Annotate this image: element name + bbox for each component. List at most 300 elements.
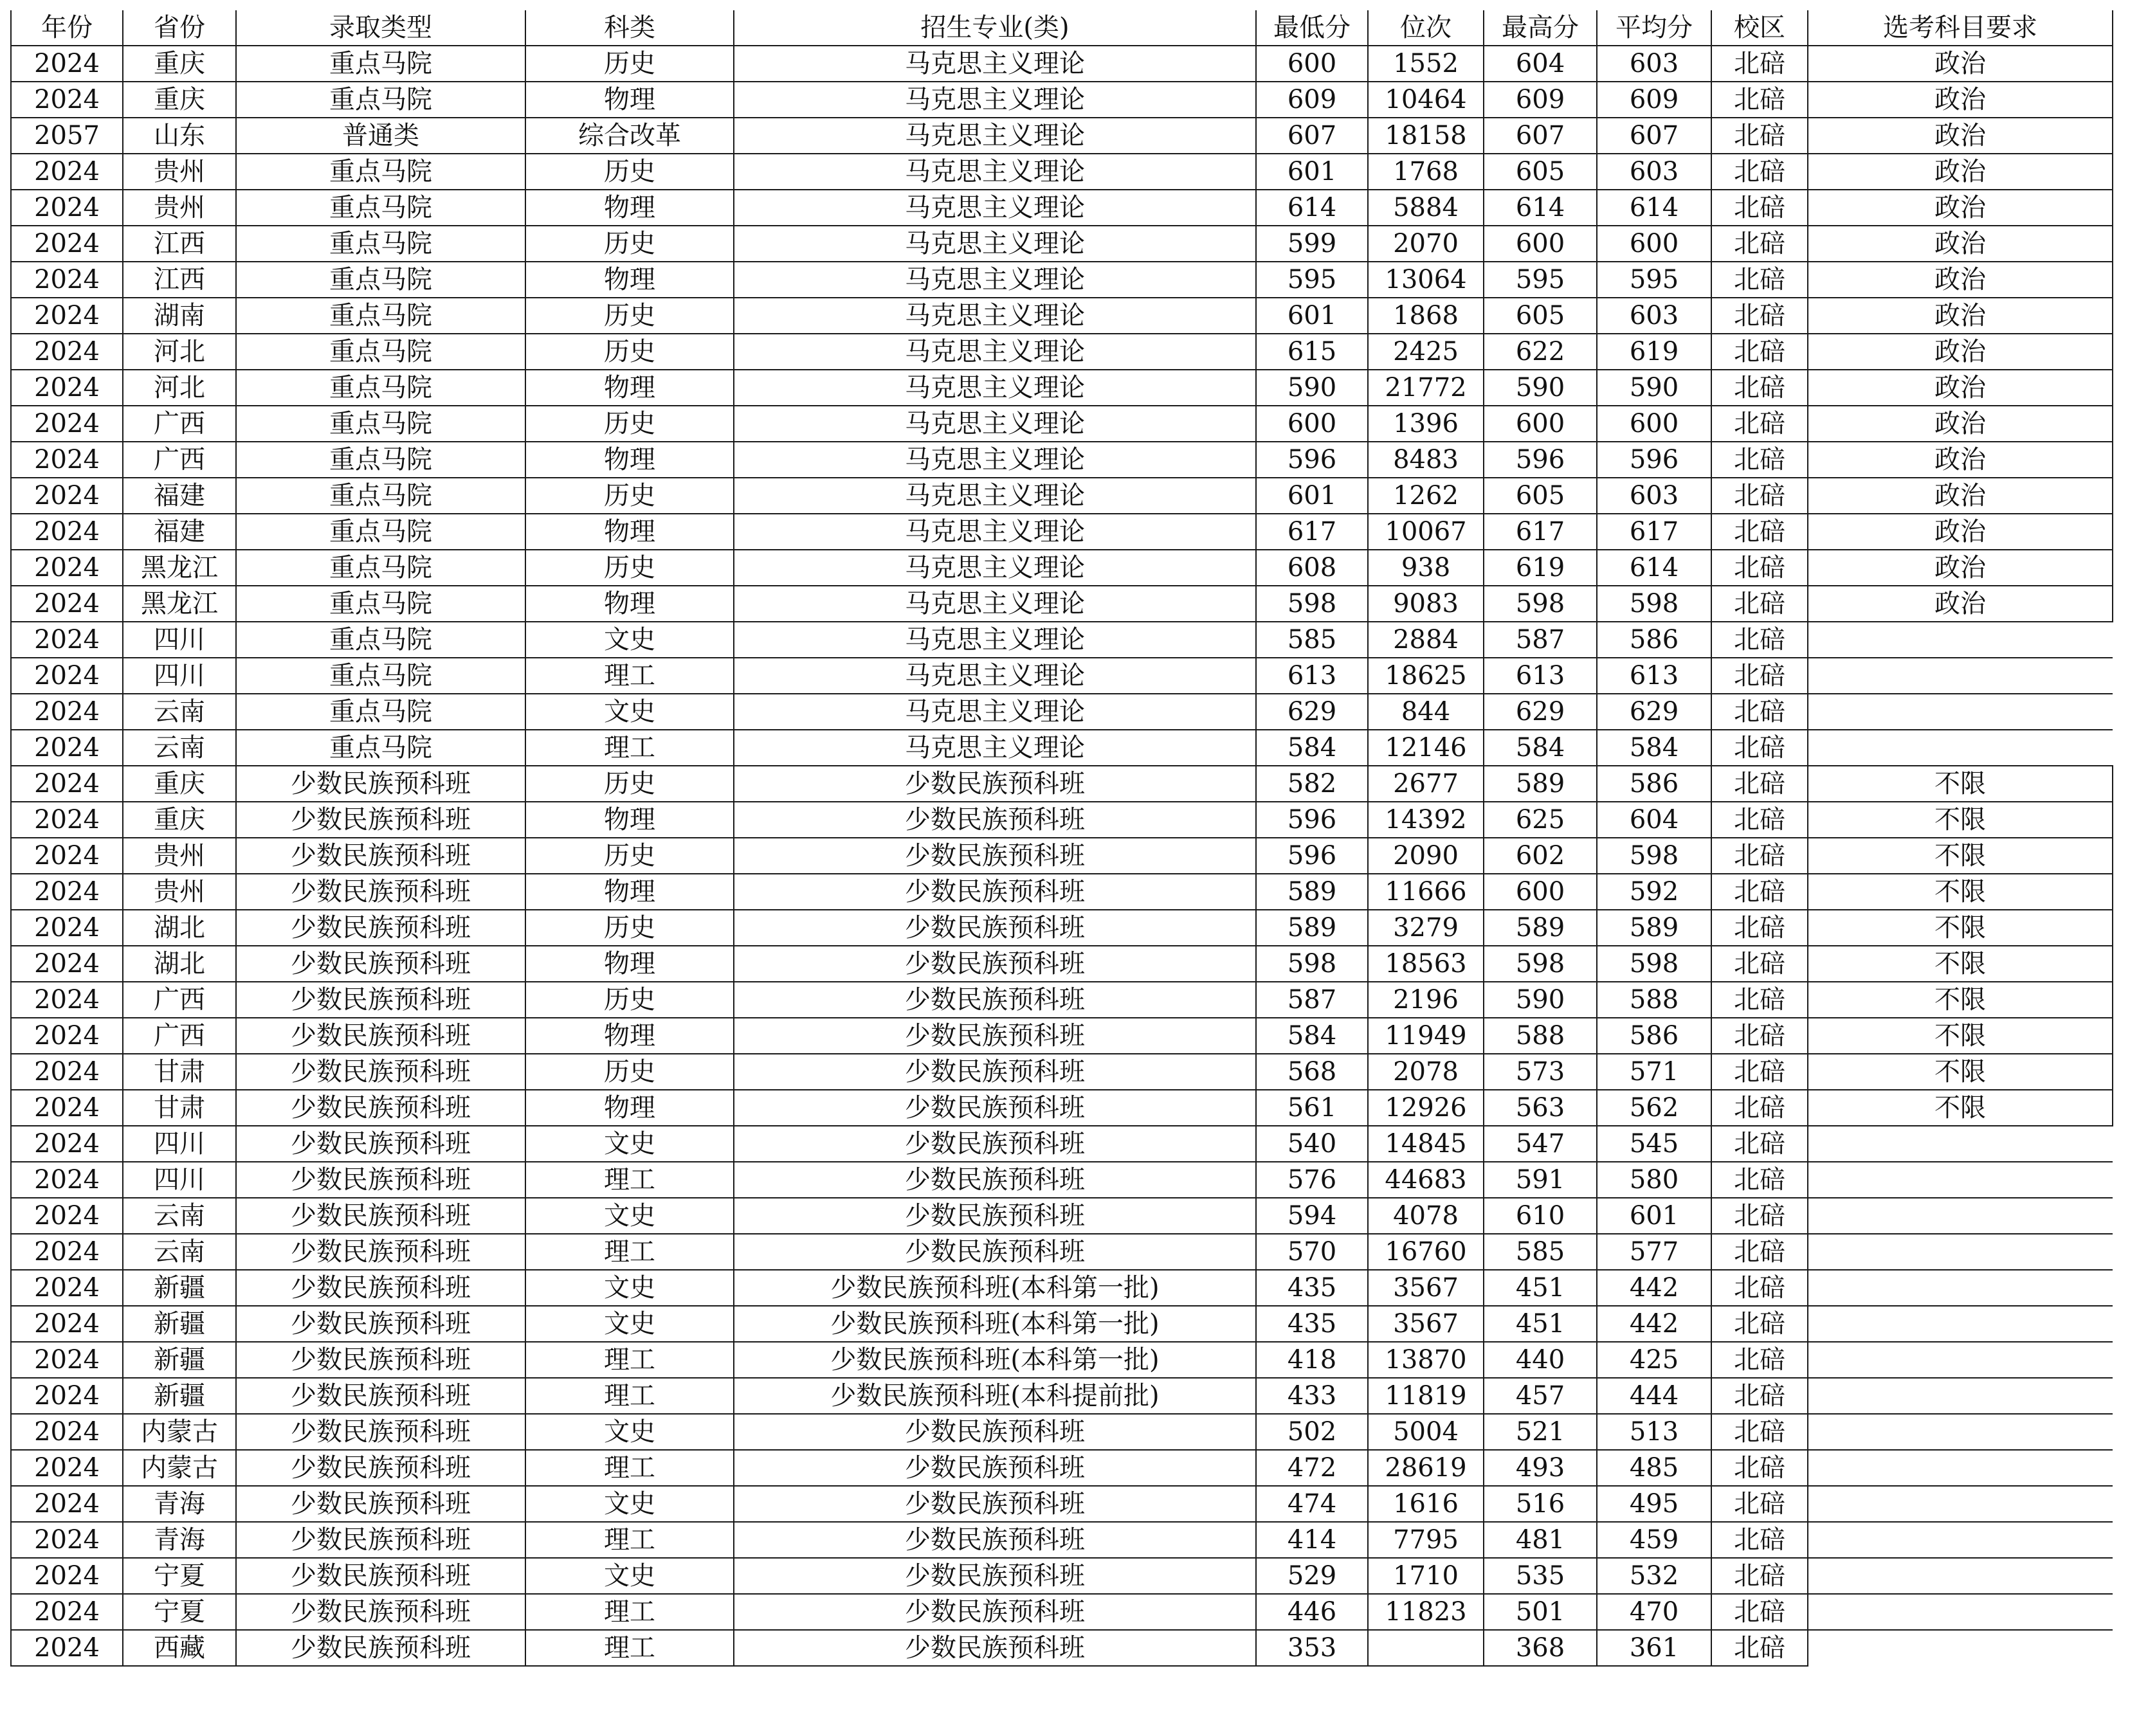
cell-campus[interactable]: 北碚 — [1711, 46, 1808, 82]
cell-max-score[interactable]: 590 — [1484, 370, 1597, 406]
cell-subject-requirement[interactable]: 政治 — [1808, 190, 2113, 226]
cell-major[interactable]: 少数民族预科班(本科提前批) — [734, 1378, 1256, 1414]
cell-min-score[interactable]: 600 — [1256, 406, 1368, 442]
cell-max-score[interactable]: 585 — [1484, 1234, 1597, 1270]
cell-min-score[interactable]: 598 — [1256, 946, 1368, 982]
cell-rank[interactable]: 2677 — [1368, 766, 1484, 802]
cell-admission-type[interactable]: 少数民族预科班 — [236, 1018, 525, 1054]
cell-major[interactable]: 马克思主义理论 — [734, 262, 1256, 298]
cell-subject-requirement[interactable]: 政治 — [1808, 406, 2113, 442]
cell-subject-category[interactable]: 物理 — [525, 262, 734, 298]
cell-campus[interactable]: 北碚 — [1711, 298, 1808, 334]
cell-subject-category[interactable]: 综合改革 — [525, 118, 734, 154]
cell-avg-score[interactable]: 598 — [1597, 946, 1711, 982]
cell-province[interactable]: 贵州 — [123, 874, 236, 910]
cell-subject-requirement[interactable]: 政治 — [1808, 514, 2113, 550]
cell-major[interactable]: 少数民族预科班 — [734, 1630, 1256, 1666]
cell-rank[interactable]: 5004 — [1368, 1414, 1484, 1450]
cell-admission-type[interactable]: 重点马院 — [236, 406, 525, 442]
cell-max-score[interactable]: 563 — [1484, 1090, 1597, 1126]
cell-campus[interactable]: 北碚 — [1711, 190, 1808, 226]
cell-avg-score[interactable]: 485 — [1597, 1450, 1711, 1486]
cell-avg-score[interactable]: 580 — [1597, 1162, 1711, 1198]
cell-major[interactable]: 少数民族预科班 — [734, 838, 1256, 874]
cell-campus[interactable]: 北碚 — [1711, 766, 1808, 802]
cell-major[interactable]: 少数民族预科班 — [734, 1090, 1256, 1126]
cell-subject-requirement[interactable] — [1808, 1306, 2113, 1342]
cell-major[interactable]: 少数民族预科班 — [734, 874, 1256, 910]
cell-max-score[interactable]: 609 — [1484, 82, 1597, 118]
cell-year[interactable]: 2024 — [11, 262, 123, 298]
cell-min-score[interactable]: 607 — [1256, 118, 1368, 154]
cell-rank[interactable]: 3279 — [1368, 910, 1484, 946]
cell-subject-category[interactable]: 文史 — [525, 1270, 734, 1306]
cell-campus[interactable]: 北碚 — [1711, 730, 1808, 766]
cell-subject-category[interactable]: 文史 — [525, 1126, 734, 1162]
cell-subject-category[interactable]: 理工 — [525, 1630, 734, 1666]
cell-province[interactable]: 广西 — [123, 1018, 236, 1054]
cell-year[interactable]: 2024 — [11, 226, 123, 262]
cell-min-score[interactable]: 629 — [1256, 694, 1368, 730]
cell-province[interactable]: 内蒙古 — [123, 1414, 236, 1450]
cell-year[interactable]: 2024 — [11, 838, 123, 874]
cell-max-score[interactable]: 596 — [1484, 442, 1597, 478]
cell-rank[interactable]: 12926 — [1368, 1090, 1484, 1126]
cell-major[interactable]: 马克思主义理论 — [734, 154, 1256, 190]
cell-major[interactable]: 少数民族预科班(本科第一批) — [734, 1342, 1256, 1378]
cell-province[interactable]: 重庆 — [123, 46, 236, 82]
cell-campus[interactable]: 北碚 — [1711, 658, 1808, 694]
cell-year[interactable]: 2024 — [11, 478, 123, 514]
cell-max-score[interactable]: 598 — [1484, 946, 1597, 982]
cell-year[interactable]: 2024 — [11, 550, 123, 586]
cell-max-score[interactable]: 440 — [1484, 1342, 1597, 1378]
cell-subject-category[interactable]: 理工 — [525, 1594, 734, 1630]
cell-year[interactable]: 2024 — [11, 622, 123, 658]
cell-admission-type[interactable]: 少数民族预科班 — [236, 766, 525, 802]
cell-campus[interactable]: 北碚 — [1711, 1054, 1808, 1090]
cell-subject-requirement[interactable] — [1808, 1162, 2113, 1198]
cell-admission-type[interactable]: 少数民族预科班 — [236, 1306, 525, 1342]
cell-campus[interactable]: 北碚 — [1711, 226, 1808, 262]
cell-avg-score[interactable]: 588 — [1597, 982, 1711, 1018]
cell-rank[interactable]: 12146 — [1368, 730, 1484, 766]
cell-year[interactable]: 2024 — [11, 1162, 123, 1198]
cell-year[interactable]: 2024 — [11, 1630, 123, 1666]
cell-subject-requirement[interactable]: 不限 — [1808, 946, 2113, 982]
cell-admission-type[interactable]: 重点马院 — [236, 154, 525, 190]
cell-avg-score[interactable]: 470 — [1597, 1594, 1711, 1630]
cell-campus[interactable]: 北碚 — [1711, 406, 1808, 442]
cell-subject-requirement[interactable]: 政治 — [1808, 118, 2113, 154]
cell-rank[interactable]: 1768 — [1368, 154, 1484, 190]
cell-rank[interactable]: 1868 — [1368, 298, 1484, 334]
cell-admission-type[interactable]: 重点马院 — [236, 298, 525, 334]
cell-subject-category[interactable]: 历史 — [525, 982, 734, 1018]
cell-subject-requirement[interactable] — [1808, 1234, 2113, 1270]
cell-subject-requirement[interactable]: 不限 — [1808, 766, 2113, 802]
cell-year[interactable]: 2024 — [11, 1558, 123, 1594]
cell-year[interactable]: 2024 — [11, 1522, 123, 1558]
cell-subject-category[interactable]: 历史 — [525, 766, 734, 802]
cell-year[interactable]: 2024 — [11, 514, 123, 550]
cell-min-score[interactable]: 435 — [1256, 1306, 1368, 1342]
cell-campus[interactable]: 北碚 — [1711, 1450, 1808, 1486]
cell-province[interactable]: 广西 — [123, 982, 236, 1018]
cell-year[interactable]: 2024 — [11, 1126, 123, 1162]
cell-province[interactable]: 甘肃 — [123, 1054, 236, 1090]
cell-major[interactable]: 少数民族预科班 — [734, 1450, 1256, 1486]
cell-max-score[interactable]: 598 — [1484, 586, 1597, 622]
cell-year[interactable]: 2024 — [11, 982, 123, 1018]
cell-subject-requirement[interactable] — [1808, 694, 2113, 730]
cell-year[interactable]: 2024 — [11, 406, 123, 442]
cell-max-score[interactable]: 573 — [1484, 1054, 1597, 1090]
cell-max-score[interactable]: 481 — [1484, 1522, 1597, 1558]
cell-province[interactable]: 四川 — [123, 1162, 236, 1198]
cell-subject-requirement[interactable]: 不限 — [1808, 1054, 2113, 1090]
cell-max-score[interactable]: 622 — [1484, 334, 1597, 370]
cell-campus[interactable]: 北碚 — [1711, 586, 1808, 622]
cell-avg-score[interactable]: 590 — [1597, 370, 1711, 406]
cell-avg-score[interactable]: 601 — [1597, 1198, 1711, 1234]
cell-campus[interactable]: 北碚 — [1711, 910, 1808, 946]
cell-avg-score[interactable]: 603 — [1597, 298, 1711, 334]
cell-min-score[interactable]: 614 — [1256, 190, 1368, 226]
cell-major[interactable]: 少数民族预科班 — [734, 1162, 1256, 1198]
cell-subject-requirement[interactable]: 政治 — [1808, 46, 2113, 82]
cell-campus[interactable]: 北碚 — [1711, 1234, 1808, 1270]
cell-subject-category[interactable]: 历史 — [525, 478, 734, 514]
cell-max-score[interactable]: 535 — [1484, 1558, 1597, 1594]
cell-subject-category[interactable]: 理工 — [525, 730, 734, 766]
cell-campus[interactable]: 北碚 — [1711, 1486, 1808, 1522]
cell-province[interactable]: 山东 — [123, 118, 236, 154]
cell-subject-category[interactable]: 文史 — [525, 1414, 734, 1450]
cell-admission-type[interactable]: 重点马院 — [236, 46, 525, 82]
cell-campus[interactable]: 北碚 — [1711, 1126, 1808, 1162]
cell-campus[interactable]: 北碚 — [1711, 1630, 1808, 1666]
cell-campus[interactable]: 北碚 — [1711, 1522, 1808, 1558]
cell-subject-requirement[interactable]: 政治 — [1808, 82, 2113, 118]
cell-avg-score[interactable]: 513 — [1597, 1414, 1711, 1450]
cell-major[interactable]: 马克思主义理论 — [734, 658, 1256, 694]
cell-year[interactable]: 2024 — [11, 370, 123, 406]
cell-year[interactable]: 2024 — [11, 766, 123, 802]
cell-subject-category[interactable]: 文史 — [525, 1198, 734, 1234]
cell-max-score[interactable]: 591 — [1484, 1162, 1597, 1198]
cell-min-score[interactable]: 502 — [1256, 1414, 1368, 1450]
cell-subject-category[interactable]: 文史 — [525, 622, 734, 658]
cell-subject-category[interactable]: 理工 — [525, 1162, 734, 1198]
cell-subject-requirement[interactable]: 不限 — [1808, 910, 2113, 946]
cell-avg-score[interactable]: 571 — [1597, 1054, 1711, 1090]
cell-major[interactable]: 马克思主义理论 — [734, 370, 1256, 406]
cell-min-score[interactable]: 596 — [1256, 838, 1368, 874]
cell-avg-score[interactable]: 586 — [1597, 622, 1711, 658]
cell-rank[interactable]: 1616 — [1368, 1486, 1484, 1522]
cell-subject-requirement[interactable] — [1808, 1198, 2113, 1234]
cell-admission-type[interactable]: 少数民族预科班 — [236, 1054, 525, 1090]
cell-province[interactable]: 重庆 — [123, 766, 236, 802]
cell-avg-score[interactable]: 604 — [1597, 802, 1711, 838]
cell-subject-requirement[interactable]: 不限 — [1808, 874, 2113, 910]
cell-campus[interactable]: 北碚 — [1711, 1090, 1808, 1126]
cell-max-score[interactable]: 602 — [1484, 838, 1597, 874]
cell-min-score[interactable]: 608 — [1256, 550, 1368, 586]
cell-major[interactable]: 马克思主义理论 — [734, 226, 1256, 262]
cell-max-score[interactable]: 584 — [1484, 730, 1597, 766]
cell-min-score[interactable]: 582 — [1256, 766, 1368, 802]
cell-province[interactable]: 甘肃 — [123, 1090, 236, 1126]
cell-rank[interactable]: 1262 — [1368, 478, 1484, 514]
cell-major[interactable]: 少数民族预科班 — [734, 766, 1256, 802]
cell-province[interactable]: 湖北 — [123, 910, 236, 946]
cell-admission-type[interactable]: 重点马院 — [236, 730, 525, 766]
cell-subject-category[interactable]: 物理 — [525, 1018, 734, 1054]
cell-admission-type[interactable]: 重点马院 — [236, 550, 525, 586]
cell-major[interactable]: 少数民族预科班 — [734, 1486, 1256, 1522]
cell-rank[interactable]: 4078 — [1368, 1198, 1484, 1234]
cell-year[interactable]: 2024 — [11, 1198, 123, 1234]
cell-campus[interactable]: 北碚 — [1711, 334, 1808, 370]
cell-province[interactable]: 贵州 — [123, 154, 236, 190]
cell-major[interactable]: 马克思主义理论 — [734, 82, 1256, 118]
cell-rank[interactable]: 844 — [1368, 694, 1484, 730]
cell-admission-type[interactable]: 少数民族预科班 — [236, 1090, 525, 1126]
cell-admission-type[interactable]: 少数民族预科班 — [236, 1234, 525, 1270]
cell-rank[interactable]: 938 — [1368, 550, 1484, 586]
cell-campus[interactable]: 北碚 — [1711, 838, 1808, 874]
cell-admission-type[interactable]: 重点马院 — [236, 226, 525, 262]
cell-campus[interactable]: 北碚 — [1711, 1378, 1808, 1414]
cell-major[interactable]: 马克思主义理论 — [734, 406, 1256, 442]
cell-subject-requirement[interactable]: 政治 — [1808, 442, 2113, 478]
cell-min-score[interactable]: 446 — [1256, 1594, 1368, 1630]
cell-major[interactable]: 少数民族预科班 — [734, 1594, 1256, 1630]
cell-campus[interactable]: 北碚 — [1711, 82, 1808, 118]
cell-avg-score[interactable]: 603 — [1597, 154, 1711, 190]
cell-max-score[interactable]: 605 — [1484, 478, 1597, 514]
cell-major[interactable]: 马克思主义理论 — [734, 118, 1256, 154]
cell-admission-type[interactable]: 少数民族预科班 — [236, 1486, 525, 1522]
cell-campus[interactable]: 北碚 — [1711, 442, 1808, 478]
cell-avg-score[interactable]: 586 — [1597, 766, 1711, 802]
cell-min-score[interactable]: 589 — [1256, 910, 1368, 946]
cell-subject-category[interactable]: 物理 — [525, 586, 734, 622]
cell-subject-requirement[interactable]: 政治 — [1808, 370, 2113, 406]
cell-subject-requirement[interactable]: 不限 — [1808, 1018, 2113, 1054]
cell-subject-category[interactable]: 理工 — [525, 1378, 734, 1414]
cell-min-score[interactable]: 590 — [1256, 370, 1368, 406]
cell-rank[interactable]: 11666 — [1368, 874, 1484, 910]
cell-min-score[interactable]: 540 — [1256, 1126, 1368, 1162]
cell-province[interactable]: 云南 — [123, 1234, 236, 1270]
cell-major[interactable]: 马克思主义理论 — [734, 550, 1256, 586]
cell-subject-requirement[interactable] — [1808, 1378, 2113, 1414]
cell-subject-category[interactable]: 历史 — [525, 154, 734, 190]
cell-admission-type[interactable]: 重点马院 — [236, 514, 525, 550]
cell-admission-type[interactable]: 重点马院 — [236, 658, 525, 694]
cell-max-score[interactable]: 600 — [1484, 226, 1597, 262]
cell-province[interactable]: 重庆 — [123, 82, 236, 118]
cell-subject-requirement[interactable] — [1808, 1414, 2113, 1450]
cell-admission-type[interactable]: 少数民族预科班 — [236, 1558, 525, 1594]
cell-admission-type[interactable]: 重点马院 — [236, 622, 525, 658]
cell-max-score[interactable]: 587 — [1484, 622, 1597, 658]
cell-avg-score[interactable]: 614 — [1597, 550, 1711, 586]
cell-min-score[interactable]: 561 — [1256, 1090, 1368, 1126]
cell-province[interactable]: 新疆 — [123, 1306, 236, 1342]
cell-min-score[interactable]: 601 — [1256, 154, 1368, 190]
cell-subject-category[interactable]: 历史 — [525, 838, 734, 874]
cell-subject-category[interactable]: 文史 — [525, 1486, 734, 1522]
cell-min-score[interactable]: 587 — [1256, 982, 1368, 1018]
cell-min-score[interactable]: 433 — [1256, 1378, 1368, 1414]
cell-admission-type[interactable]: 重点马院 — [236, 586, 525, 622]
cell-avg-score[interactable]: 609 — [1597, 82, 1711, 118]
cell-max-score[interactable]: 610 — [1484, 1198, 1597, 1234]
cell-subject-requirement[interactable]: 政治 — [1808, 478, 2113, 514]
cell-rank[interactable]: 13870 — [1368, 1342, 1484, 1378]
cell-province[interactable]: 宁夏 — [123, 1558, 236, 1594]
cell-subject-category[interactable]: 物理 — [525, 1090, 734, 1126]
cell-min-score[interactable]: 529 — [1256, 1558, 1368, 1594]
cell-campus[interactable]: 北碚 — [1711, 514, 1808, 550]
cell-min-score[interactable]: 570 — [1256, 1234, 1368, 1270]
cell-avg-score[interactable]: 607 — [1597, 118, 1711, 154]
cell-max-score[interactable]: 516 — [1484, 1486, 1597, 1522]
cell-year[interactable]: 2024 — [11, 1594, 123, 1630]
cell-campus[interactable]: 北碚 — [1711, 802, 1808, 838]
cell-province[interactable]: 福建 — [123, 514, 236, 550]
cell-max-score[interactable]: 457 — [1484, 1378, 1597, 1414]
cell-admission-type[interactable]: 少数民族预科班 — [236, 1378, 525, 1414]
cell-avg-score[interactable]: 592 — [1597, 874, 1711, 910]
cell-max-score[interactable]: 368 — [1484, 1630, 1597, 1666]
cell-rank[interactable]: 1396 — [1368, 406, 1484, 442]
cell-province[interactable]: 福建 — [123, 478, 236, 514]
cell-year[interactable]: 2024 — [11, 298, 123, 334]
cell-rank[interactable]: 2090 — [1368, 838, 1484, 874]
cell-year[interactable]: 2024 — [11, 46, 123, 82]
cell-major[interactable]: 少数民族预科班 — [734, 1198, 1256, 1234]
cell-admission-type[interactable]: 少数民族预科班 — [236, 1270, 525, 1306]
cell-subject-category[interactable]: 历史 — [525, 298, 734, 334]
cell-avg-score[interactable]: 562 — [1597, 1090, 1711, 1126]
cell-province[interactable]: 宁夏 — [123, 1594, 236, 1630]
cell-admission-type[interactable]: 少数民族预科班 — [236, 802, 525, 838]
cell-max-score[interactable]: 604 — [1484, 46, 1597, 82]
cell-rank[interactable]: 13064 — [1368, 262, 1484, 298]
cell-province[interactable]: 云南 — [123, 1198, 236, 1234]
cell-major[interactable]: 马克思主义理论 — [734, 514, 1256, 550]
cell-max-score[interactable]: 625 — [1484, 802, 1597, 838]
cell-province[interactable]: 内蒙古 — [123, 1450, 236, 1486]
cell-admission-type[interactable]: 重点马院 — [236, 334, 525, 370]
cell-subject-category[interactable]: 理工 — [525, 1522, 734, 1558]
cell-admission-type[interactable]: 少数民族预科班 — [236, 946, 525, 982]
cell-admission-type[interactable]: 少数民族预科班 — [236, 1342, 525, 1378]
cell-avg-score[interactable]: 619 — [1597, 334, 1711, 370]
cell-rank[interactable]: 1710 — [1368, 1558, 1484, 1594]
cell-admission-type[interactable]: 重点马院 — [236, 370, 525, 406]
cell-campus[interactable]: 北碚 — [1711, 118, 1808, 154]
cell-max-score[interactable]: 613 — [1484, 658, 1597, 694]
cell-campus[interactable]: 北碚 — [1711, 262, 1808, 298]
cell-subject-requirement[interactable]: 政治 — [1808, 298, 2113, 334]
cell-province[interactable]: 广西 — [123, 442, 236, 478]
cell-avg-score[interactable]: 617 — [1597, 514, 1711, 550]
cell-year[interactable]: 2024 — [11, 190, 123, 226]
cell-max-score[interactable]: 619 — [1484, 550, 1597, 586]
cell-subject-category[interactable]: 物理 — [525, 514, 734, 550]
cell-province[interactable]: 四川 — [123, 658, 236, 694]
cell-year[interactable]: 2024 — [11, 1342, 123, 1378]
cell-subject-category[interactable]: 物理 — [525, 370, 734, 406]
cell-avg-score[interactable]: 532 — [1597, 1558, 1711, 1594]
cell-province[interactable]: 青海 — [123, 1522, 236, 1558]
cell-admission-type[interactable]: 少数民族预科班 — [236, 1522, 525, 1558]
cell-min-score[interactable]: 600 — [1256, 46, 1368, 82]
cell-subject-category[interactable]: 物理 — [525, 802, 734, 838]
cell-province[interactable]: 贵州 — [123, 190, 236, 226]
cell-year[interactable]: 2024 — [11, 586, 123, 622]
cell-campus[interactable]: 北碚 — [1711, 1270, 1808, 1306]
cell-admission-type[interactable]: 少数民族预科班 — [236, 838, 525, 874]
cell-min-score[interactable]: 418 — [1256, 1342, 1368, 1378]
cell-rank[interactable]: 2884 — [1368, 622, 1484, 658]
cell-campus[interactable]: 北碚 — [1711, 1198, 1808, 1234]
cell-subject-requirement[interactable]: 政治 — [1808, 154, 2113, 190]
cell-year[interactable]: 2024 — [11, 946, 123, 982]
cell-min-score[interactable]: 594 — [1256, 1198, 1368, 1234]
cell-subject-category[interactable]: 文史 — [525, 1306, 734, 1342]
cell-avg-score[interactable]: 584 — [1597, 730, 1711, 766]
cell-avg-score[interactable]: 600 — [1597, 406, 1711, 442]
cell-avg-score[interactable]: 577 — [1597, 1234, 1711, 1270]
cell-subject-requirement[interactable]: 政治 — [1808, 262, 2113, 298]
cell-max-score[interactable]: 451 — [1484, 1306, 1597, 1342]
cell-major[interactable]: 马克思主义理论 — [734, 730, 1256, 766]
cell-avg-score[interactable]: 598 — [1597, 586, 1711, 622]
cell-year[interactable]: 2024 — [11, 910, 123, 946]
cell-major[interactable]: 少数民族预科班 — [734, 982, 1256, 1018]
cell-rank[interactable] — [1368, 1630, 1484, 1666]
cell-year[interactable]: 2024 — [11, 874, 123, 910]
cell-admission-type[interactable]: 重点马院 — [236, 442, 525, 478]
cell-rank[interactable]: 18625 — [1368, 658, 1484, 694]
cell-rank[interactable]: 9083 — [1368, 586, 1484, 622]
cell-major[interactable]: 马克思主义理论 — [734, 622, 1256, 658]
cell-year[interactable]: 2024 — [11, 1306, 123, 1342]
cell-avg-score[interactable]: 586 — [1597, 1018, 1711, 1054]
cell-major[interactable]: 少数民族预科班(本科第一批) — [734, 1270, 1256, 1306]
cell-year[interactable]: 2024 — [11, 1486, 123, 1522]
cell-avg-score[interactable]: 545 — [1597, 1126, 1711, 1162]
cell-major[interactable]: 马克思主义理论 — [734, 46, 1256, 82]
cell-subject-category[interactable]: 文史 — [525, 694, 734, 730]
cell-avg-score[interactable]: 596 — [1597, 442, 1711, 478]
cell-max-score[interactable]: 589 — [1484, 910, 1597, 946]
cell-subject-category[interactable]: 历史 — [525, 334, 734, 370]
cell-major[interactable]: 马克思主义理论 — [734, 190, 1256, 226]
cell-year[interactable]: 2024 — [11, 1054, 123, 1090]
cell-subject-category[interactable]: 物理 — [525, 946, 734, 982]
cell-subject-category[interactable]: 历史 — [525, 550, 734, 586]
cell-rank[interactable]: 21772 — [1368, 370, 1484, 406]
cell-campus[interactable]: 北碚 — [1711, 622, 1808, 658]
